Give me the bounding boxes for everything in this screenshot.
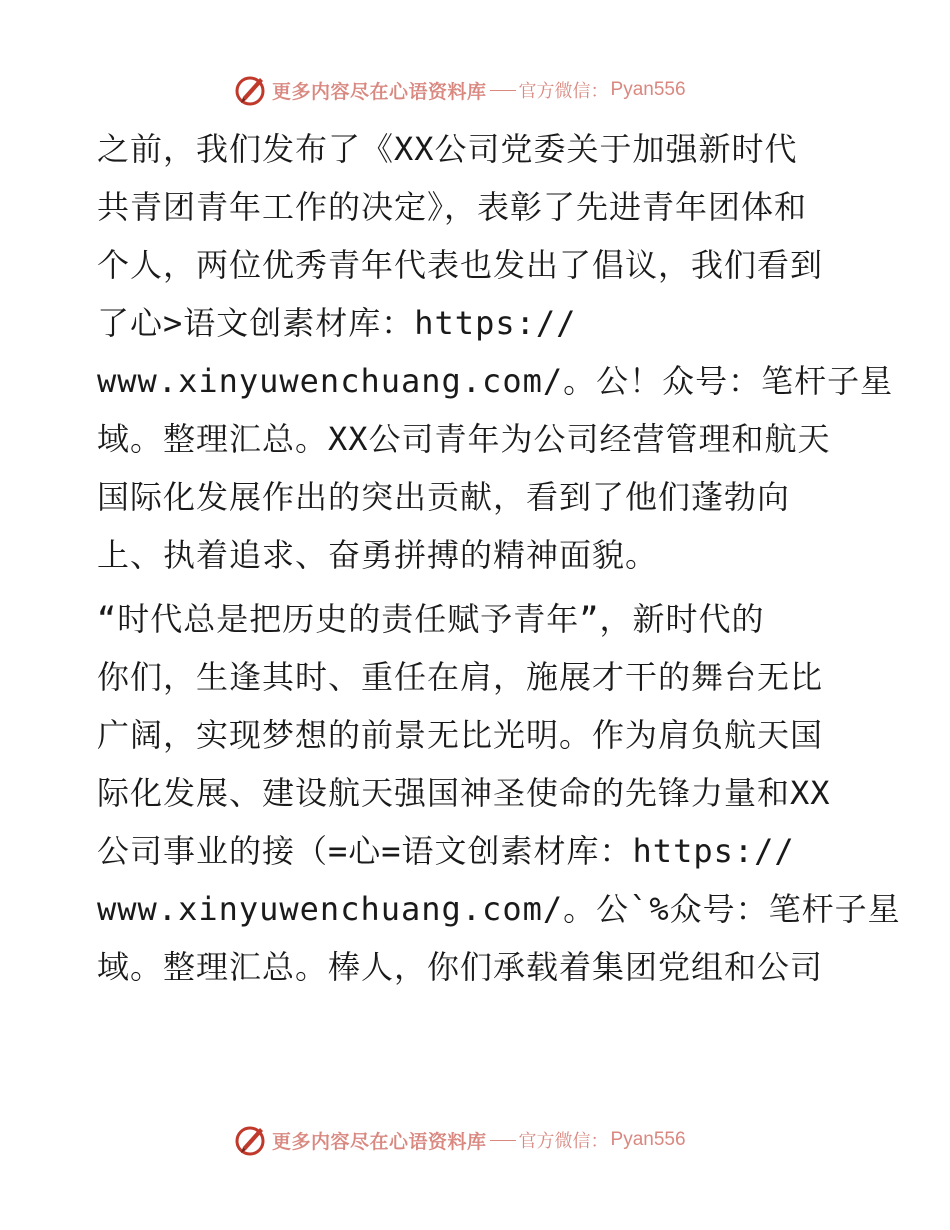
header-dash — [490, 90, 516, 91]
text-line: www.xinyuwenchuang.com/。公`%众号：笔杆子星 — [97, 890, 901, 928]
text-line: 域。整理汇总。棒人，你们承载着集团党组和公司 — [97, 948, 824, 986]
footer-account: Pyan556 — [610, 1129, 686, 1150]
text-line: “时代总是把历史的责任赋予青年”，新时代的 — [97, 600, 765, 638]
text-line: 了心>语文创素材库：https:// — [97, 304, 577, 342]
header-brand-text: 更多内容尽在心语资料库 — [272, 80, 487, 103]
text-line: 域。整理汇总。XX公司青年为公司经营管理和航天 — [97, 420, 831, 458]
text-line: 国际化发展作出的突出贡献，看到了他们蓬勃向 — [97, 478, 791, 516]
red-pen-circle-icon — [232, 72, 268, 108]
footer-dash — [490, 1140, 516, 1141]
paragraph-2 — [97, 590, 901, 996]
red-pen-circle-icon — [232, 1122, 268, 1158]
text-line: 个人，两位优秀青年代表也发出了倡议，我们看到 — [97, 246, 824, 284]
text-line: 你们，生逢其时、重任在肩，施展才干的舞台无比 — [97, 658, 824, 696]
text-line: www.xinyuwenchuang.com/。公！众号：笔杆子星 — [97, 362, 894, 400]
paragraph-1 — [97, 120, 894, 584]
footer-wechat-label: 官方微信： — [518, 1131, 609, 1152]
text-line: 际化发展、建设航天强国神圣使命的先锋力量和XX — [97, 774, 831, 812]
footer-brand-text: 更多内容尽在心语资料库 — [272, 1130, 487, 1153]
header-watermark — [232, 70, 686, 110]
text-line: 之前，我们发布了《XX公司党委关于加强新时代 — [97, 130, 798, 168]
header-account: Pyan556 — [610, 79, 686, 100]
text-line: 上、执着追求、奋勇拼搏的精神面貌。 — [97, 536, 659, 574]
text-line: 广阔，实现梦想的前景无比光明。作为肩负航天国 — [97, 716, 824, 754]
text-line: 公司事业的接（=心=语文创素材库：https:// — [97, 832, 795, 870]
header-wechat-label: 官方微信： — [518, 81, 609, 102]
footer-watermark — [232, 1120, 686, 1160]
document-body — [97, 120, 901, 1002]
text-line: 共青团青年工作的决定》，表彰了先进青年团体和 — [97, 188, 808, 226]
